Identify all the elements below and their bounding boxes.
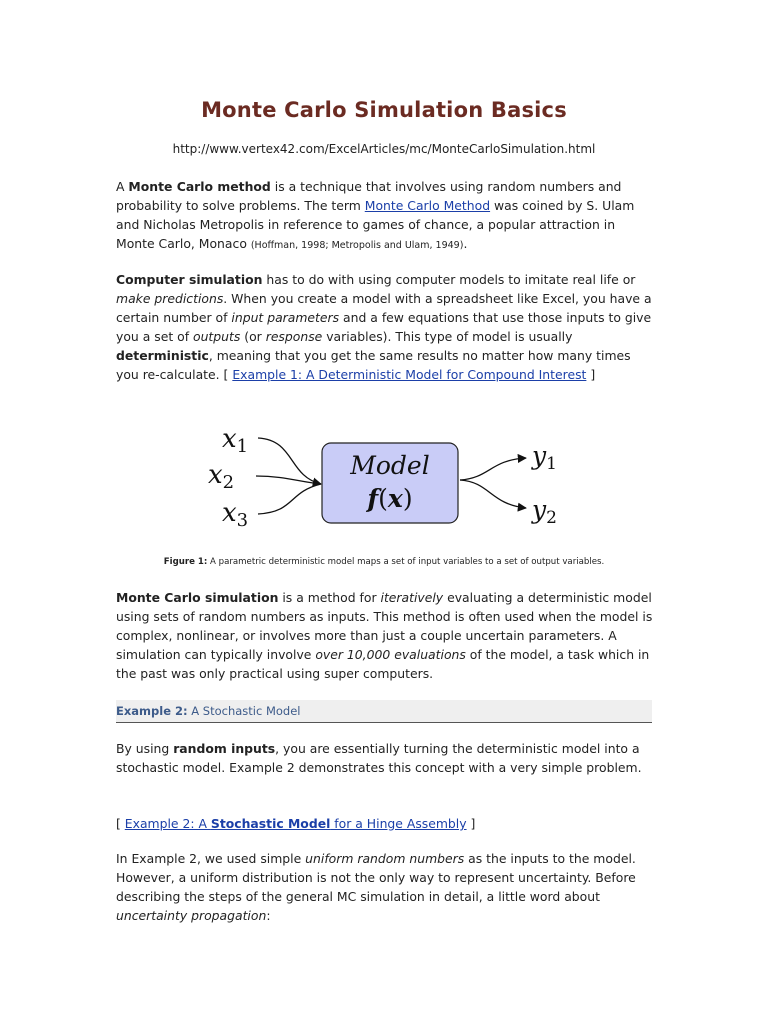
bold-term: random inputs: [173, 741, 276, 756]
text: ]: [466, 816, 476, 831]
example-label: Example 2:: [116, 704, 188, 718]
bold-term: deterministic: [116, 347, 209, 363]
source-url: http://www.vertex42.com/ExcelArticles/mc/MonteCarloSimulation.html: [172, 142, 596, 156]
italic-term: uniform random numbers: [305, 851, 465, 866]
output-label-y2: $y_2$: [532, 495, 557, 528]
model-label: Model: [350, 451, 430, 480]
text: , meaning that you get the same results no matter how many times you re-calculate. [: [116, 347, 631, 382]
link-bold-text: Stochastic Model: [210, 816, 331, 831]
model-function: f(x): [367, 484, 413, 513]
italic-term: iteratively: [380, 590, 444, 605]
text: of the model, a task which in the past was only practical using super computers.: [116, 646, 650, 681]
model-diagram: [200, 418, 580, 538]
example-2-link[interactable]: [125, 816, 467, 831]
page-title: Monte Carlo Simulation Basics: [201, 98, 567, 122]
example-2-link-line: [116, 815, 656, 834]
input-label-x2: x2: [208, 460, 235, 493]
text: was coined by S. Ulam and Nicholas Metropolis in reference to games of chance, a popular attraction in Monte Carlo, Monaco: [116, 197, 635, 251]
example-1-link[interactable]: Example 1: A Deterministic Model for Compound Interest: [232, 366, 587, 382]
figure-caption: [0, 557, 768, 567]
text: A: [116, 179, 129, 194]
text: .: [463, 235, 468, 251]
input-arrow-3: [258, 484, 321, 514]
text: [: [116, 816, 125, 831]
text: ]: [586, 366, 596, 382]
italic-term: input parameters: [231, 309, 340, 325]
output-label-y1: $y_1$: [532, 441, 557, 474]
link-text: for a Hinge Assembly: [330, 816, 467, 831]
text: (or: [240, 328, 266, 344]
text: variables). This type of model is usually: [322, 328, 573, 344]
text: and a few equations that use those inputs to give you a set of: [116, 309, 652, 344]
italic-term: make predictions: [116, 290, 224, 306]
italic-term: outputs: [193, 328, 241, 344]
text: . When you create a model with a spreadsheet like Excel, you have a certain number of: [116, 290, 652, 325]
bold-term: Monte Carlo simulation: [116, 590, 279, 605]
input-arrow-1: [258, 438, 321, 484]
italic-term: response: [265, 328, 323, 344]
example-2-header: [116, 700, 652, 723]
caption-label: Figure 1:: [163, 557, 208, 567]
text: By using: [116, 741, 174, 756]
text: In Example 2, we used simple: [116, 851, 306, 866]
text: has to do with using computer models to imitate real life or: [262, 272, 636, 287]
text: is a technique that involves using random numbers and probability to solve problems. The term: [116, 179, 622, 213]
italic-term: over 10,000 evaluations: [315, 646, 466, 662]
input-label-x1: x1: [222, 424, 249, 457]
bold-term: Monte Carlo method: [128, 179, 271, 194]
text: :: [266, 907, 271, 923]
text: is a method for: [278, 590, 381, 605]
caption-text: A parametric deterministic model maps a set of input variables to a set of output variables.: [207, 557, 605, 567]
italic-term: uncertainty propagation: [116, 907, 267, 923]
output-arrow-2: [460, 480, 526, 508]
text: , you are essentially turning the deterministic model into a stochastic model. Example 2 demonstrates this concept with a very simple problem.: [116, 741, 642, 775]
text: as the inputs to the model. However, a uniform distribution is not the only way to represent uncertainty. Before describing the steps of the general MC simulation in detail, a little word about: [116, 851, 636, 904]
input-label-x3: x3: [222, 498, 249, 531]
bold-term: Computer simulation: [116, 272, 263, 287]
computer-simulation-paragraph: [116, 271, 656, 384]
output-arrow-1: [460, 458, 526, 480]
random-inputs-paragraph: [116, 740, 656, 778]
link-text: Example 2: A: [124, 816, 211, 831]
monte-carlo-method-link[interactable]: Monte Carlo Method: [364, 197, 491, 213]
text: evaluating a deterministic model using sets of random numbers as inputs. This method is often used when the model is complex, nonlinear, or involves more than just a couple uncertain parameters. A simulation can typically involve: [116, 590, 653, 662]
citation: (Hoffman, 1998; Metropolis and Ulam, 1949): [250, 239, 464, 251]
example-title: A Stochastic Model: [187, 704, 301, 718]
uniform-random-paragraph: [116, 850, 656, 926]
monte-carlo-simulation-paragraph: [116, 589, 656, 684]
intro-paragraph: [116, 178, 656, 256]
